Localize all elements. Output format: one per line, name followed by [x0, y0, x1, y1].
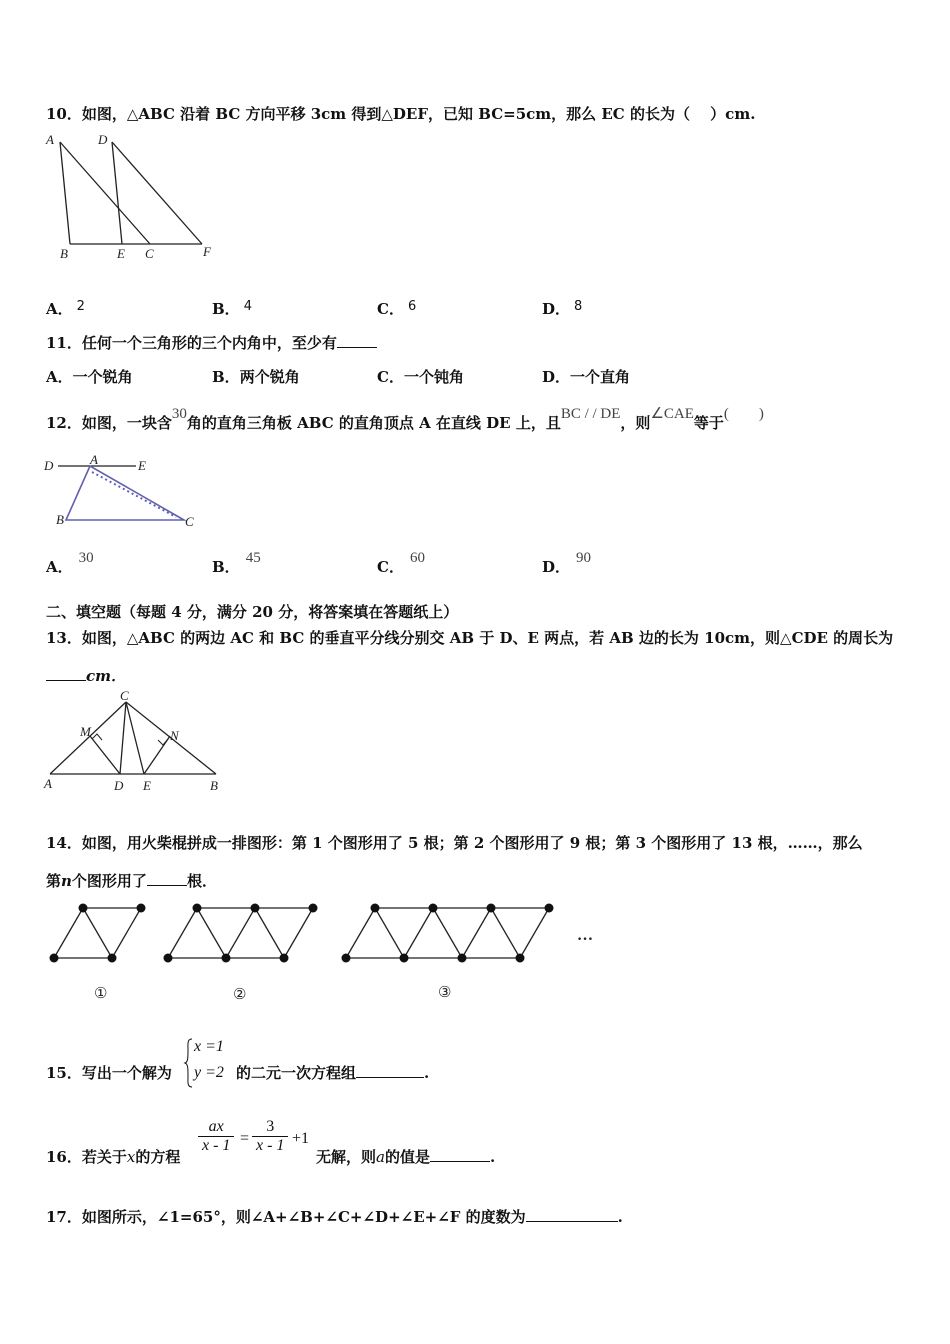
- q11-option-b[interactable]: B．两个锐角: [212, 368, 300, 386]
- q16-blank: [430, 1160, 490, 1162]
- q11-option-a[interactable]: A．一个锐角: [46, 368, 133, 386]
- q12-condition: BC / / DE: [560, 406, 621, 422]
- q14-match-dot: [137, 904, 146, 913]
- q13-right-angle-m: [92, 734, 102, 740]
- q14-match-dot: [251, 904, 260, 913]
- q12-option-d[interactable]: D． 90: [542, 550, 592, 576]
- q10-line-df: [112, 142, 202, 244]
- q10-label-a: A: [46, 132, 54, 147]
- q13-line-md: [90, 736, 120, 774]
- q14-match-diag-2: [284, 908, 313, 958]
- q12-figure: [44, 452, 214, 532]
- q12-label-c: C: [185, 514, 194, 529]
- q10-option-d[interactable]: D． 8: [542, 299, 583, 318]
- q14-match-dot: [429, 904, 438, 913]
- q15-eq1: x =1: [194, 1038, 224, 1055]
- q12-label-b: B: [56, 512, 64, 527]
- q14-match-diag-3: [491, 908, 520, 958]
- q10-option-a[interactable]: A． 2: [46, 299, 85, 318]
- q10-label-f: F: [203, 244, 211, 259]
- q14-match-diag-3: [520, 908, 549, 958]
- q13-label-c: C: [120, 688, 129, 703]
- q10-line-de: [112, 142, 122, 244]
- q14-match-diag-1: [112, 908, 141, 958]
- q11-text: 11．任何一个三角形的三个内角中，至少有: [46, 332, 377, 353]
- q14-match-dot: [193, 904, 202, 913]
- q10-option-b[interactable]: B． 4: [212, 299, 252, 318]
- q14-match-diag-2: [197, 908, 226, 958]
- q13-label-m: M: [80, 724, 91, 739]
- q14-label-1: ①: [94, 986, 108, 1002]
- q14-blank: [147, 884, 187, 886]
- q14-match-dot: [108, 954, 117, 963]
- q13-text: 13．如图，△ABC 的两边 AC 和 BC 的垂直平分线分别交 AB 于 D、E 两点，若 AB 边的长为 10cm，则△CDE 的周长为: [46, 629, 894, 647]
- q14-match-diag-3: [462, 908, 491, 958]
- q14-match-diag-2: [168, 908, 197, 958]
- q10-label-b: B: [60, 246, 68, 261]
- q13-label-d: D: [114, 778, 124, 793]
- q14-match-dot: [342, 954, 351, 963]
- q14-match-dot: [50, 954, 59, 963]
- q10-text: 10．如图，△ABC 沿着 BC 方向平移 3cm 得到△DEF，已知 BC=5cm，那么 EC 的长为（ ）cm.: [46, 105, 756, 123]
- q12-text: 12．如图，一块含30角的直角三角板 ABC 的直角顶点 A 在直线 DE 上，且BC / / DE，则∠CAE等于( ): [46, 406, 764, 432]
- q14-match-diag-1: [83, 908, 112, 958]
- q14-match-dot: [545, 904, 554, 913]
- q12-option-c[interactable]: C． 60: [377, 550, 425, 576]
- q11-blank: [337, 346, 377, 348]
- q12-paren: ( ): [723, 406, 764, 422]
- q12-triangle: [66, 466, 184, 520]
- q12-angle: 30: [171, 406, 187, 422]
- q10-label-e: E: [117, 246, 125, 261]
- q14-match-dot: [280, 954, 289, 963]
- q14-match-dot: [487, 904, 496, 913]
- q12-hatch: [92, 472, 176, 517]
- q11-option-c[interactable]: C．一个钝角: [377, 368, 464, 386]
- q14-match-diag-1: [54, 908, 83, 958]
- q10-line-ab: [60, 142, 70, 244]
- q14-match-diag-3: [346, 908, 375, 958]
- q13-label-n: N: [170, 728, 179, 743]
- q14-label-2: ②: [233, 987, 247, 1003]
- q14-match-diag-3: [375, 908, 404, 958]
- q13-blank: [46, 679, 86, 681]
- q14-match-dot: [222, 954, 231, 963]
- q14-match-dot: [400, 954, 409, 963]
- q12-label-e: E: [138, 458, 146, 473]
- q12-label-a: A: [90, 452, 98, 467]
- q10-option-c[interactable]: C． 6: [377, 299, 417, 318]
- q14-match-diag-2: [255, 908, 284, 958]
- q15-blank: [356, 1076, 424, 1078]
- q14-figure: [40, 898, 620, 1008]
- q14-match-dot: [79, 904, 88, 913]
- q14-match-diag-2: [226, 908, 255, 958]
- q14-answer-line: 第n个图形用了 根．: [46, 872, 217, 890]
- q14-match-dot: [164, 954, 173, 963]
- q12-option-b[interactable]: B． 45: [212, 550, 261, 576]
- q13-line-cd: [120, 702, 126, 774]
- q10-label-c: C: [145, 246, 154, 261]
- q14-match-dot: [371, 904, 380, 913]
- q10-figure: [44, 130, 224, 265]
- q15-brace: [184, 1038, 194, 1088]
- q15-eq2: y =2: [194, 1064, 224, 1081]
- q13-label-b: B: [210, 778, 218, 793]
- q10-line-ac: [60, 142, 150, 244]
- q17-text: 17．如图所示，∠1=65°，则∠A+∠B+∠C+∠D+∠E+∠F 的度数为 .: [46, 1208, 623, 1226]
- q13-answer-line: cm．: [46, 665, 126, 686]
- q14-match-dot: [309, 904, 318, 913]
- q10-label-d: D: [98, 132, 108, 147]
- q13-label-e: E: [143, 778, 151, 793]
- q14-match-diag-3: [433, 908, 462, 958]
- q14-ellipsis: …: [577, 927, 593, 944]
- q14-match-diag-3: [404, 908, 433, 958]
- q13-line-ce: [126, 702, 144, 774]
- q16-frac-1: $\frac{ax}{x - 1}$: [198, 1118, 234, 1155]
- q12-label-d: D: [44, 458, 54, 473]
- q14-label-3: ③: [438, 985, 452, 1001]
- q12-target-angle: ∠CAE: [650, 406, 694, 422]
- q14-match-dot: [516, 954, 525, 963]
- q17-blank: [526, 1220, 618, 1222]
- q14-text: 14．如图，用火柴棍拼成一排图形：第 1 个图形用了 5 根；第 2 个图形用了 9 根；第 3 个图形用了 13 根，……，那么: [46, 834, 863, 852]
- q13-label-a: A: [44, 776, 52, 791]
- q12-option-a[interactable]: A． 30: [46, 550, 94, 576]
- q13-figure: [44, 690, 234, 800]
- section-2-heading: 二、填空题（每题 4 分，满分 20 分，将答案填在答题纸上）: [46, 603, 459, 621]
- q11-option-d[interactable]: D．一个直角: [542, 368, 631, 386]
- q14-match-dot: [458, 954, 467, 963]
- q16-frac-2: $\frac{3}{x - 1}$: [252, 1118, 288, 1155]
